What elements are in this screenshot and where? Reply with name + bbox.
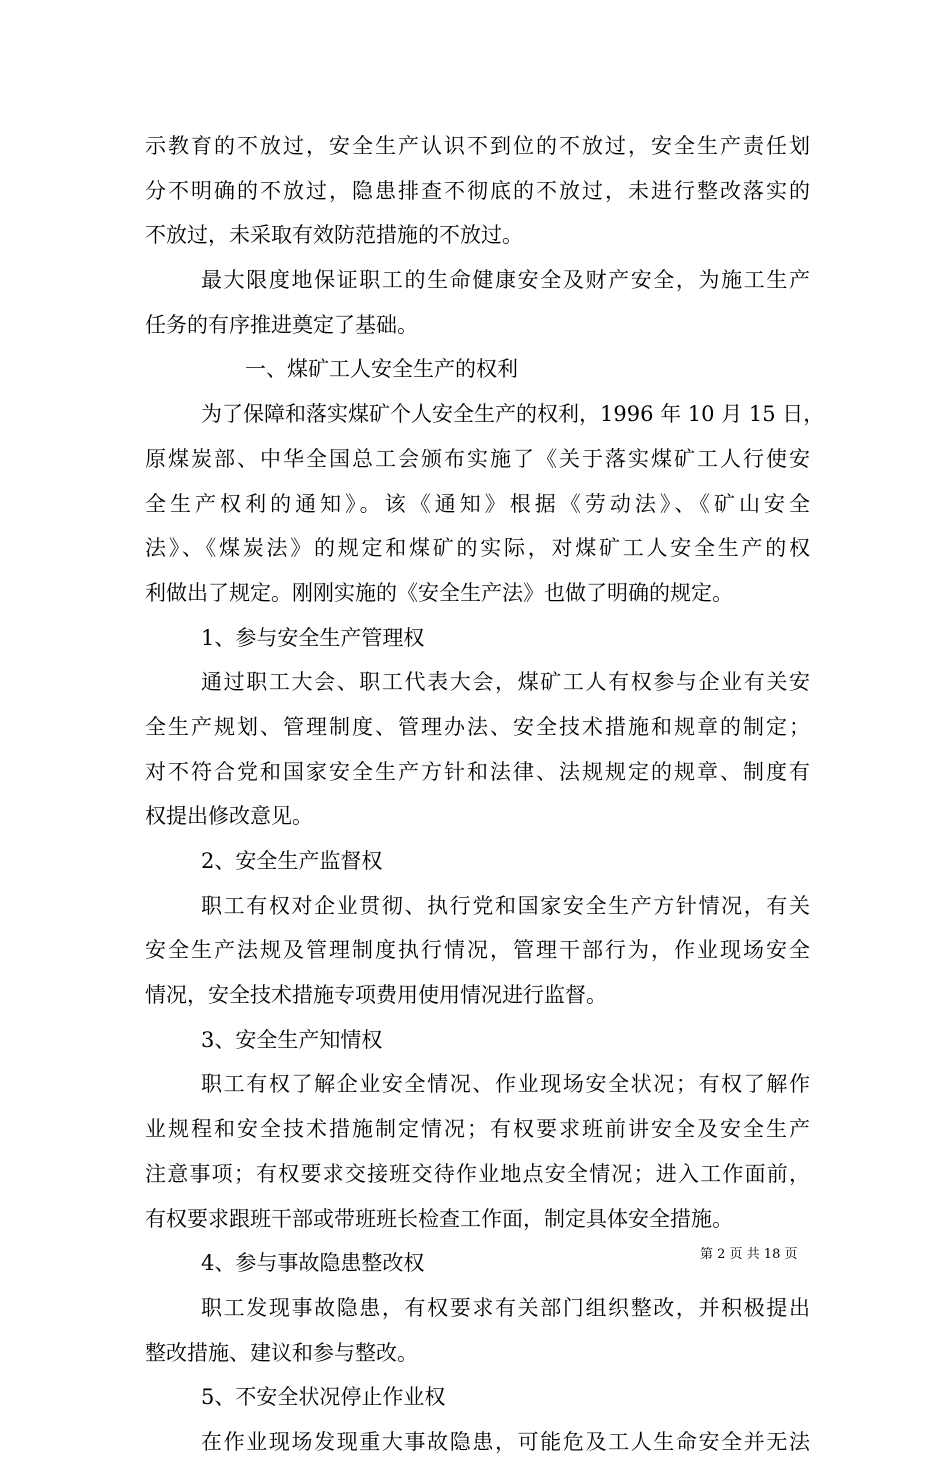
text-line: 最大限度地保证职工的生命健康安全及财产安全，为施工生产: [201, 268, 810, 293]
text-line: 业规程和安全技术措施制定情况；有权要求班前讲安全及安全生产: [145, 1117, 810, 1142]
text-line: 权提出修改意见。: [145, 804, 313, 829]
text-line: 情况，安全技术措施专项费用使用情况进行监督。: [145, 983, 607, 1008]
text-line: 注意事项；有权要求交接班交待作业地点安全情况；进入工作面前，: [145, 1161, 810, 1186]
text-line: 为了保障和落实煤矿个人安全生产的权利，1996 年 10 月 15 日，: [201, 402, 825, 427]
text-line: 全生产规划、管理制度、管理办法、安全技术措施和规章的制定；: [145, 714, 810, 739]
text-line: 通过职工大会、职工代表大会，煤矿工人有权参与企业有关安: [201, 670, 810, 695]
text-line: 分不明确的不放过，隐患排查不彻底的不放过，未进行整改落实的: [145, 178, 810, 203]
text-line: 法》、《煤炭法》的规定和煤矿的实际，对煤矿工人安全生产的权: [145, 536, 810, 561]
text-line: 3、安全生产知情权: [201, 1027, 383, 1052]
text-line: 职工有权了解企业安全情况、作业现场安全状况；有权了解作: [201, 1072, 810, 1097]
text-line: 安全生产法规及管理制度执行情况，管理干部行为，作业现场安全: [145, 938, 810, 963]
text-line: 4、参与事故隐患整改权: [201, 1251, 425, 1276]
text-line: 全生产权利的通知》。该《通知》根据《劳动法》、《矿山安全: [145, 491, 810, 516]
page-number-footer: 第 2 页 共 18 页: [700, 1247, 798, 1262]
section-heading: 一、煤矿工人安全生产的权利: [245, 357, 518, 382]
text-line: 职工发现事故隐患，有权要求有关部门组织整改，并积极提出: [201, 1295, 810, 1320]
text-line: 在作业现场发现重大事故隐患，可能危及工人生命安全并无法: [201, 1429, 810, 1454]
text-line: 1、参与安全生产管理权: [201, 625, 425, 650]
text-line: 有权要求跟班干部或带班班长检查工作面，制定具体安全措施。: [145, 1206, 733, 1231]
text-line: 5、不安全状况停止作业权: [201, 1385, 446, 1410]
text-line: 不放过，未采取有效防范措施的不放过。: [145, 223, 523, 248]
text-line: 利做出了规定。刚刚实施的《安全生产法》也做了明确的规定。: [145, 580, 733, 605]
text-line: 任务的有序推进奠定了基础。: [145, 312, 418, 337]
text-line: 职工有权对企业贯彻、执行党和国家安全生产方针情况，有关: [201, 893, 810, 918]
text-line: 2、安全生产监督权: [201, 849, 383, 873]
text-line: 示教育的不放过，安全生产认识不到位的不放过，安全生产责任划: [145, 134, 810, 158]
text-line: 整改措施、建议和参与整改。: [145, 1340, 418, 1365]
text-line: 原煤炭部、中华全国总工会颁布实施了《关于落实煤矿工人行使安: [145, 446, 810, 471]
text-line: 对不符合党和国家安全生产方针和法律、法规规定的规章、制度有: [145, 759, 810, 784]
